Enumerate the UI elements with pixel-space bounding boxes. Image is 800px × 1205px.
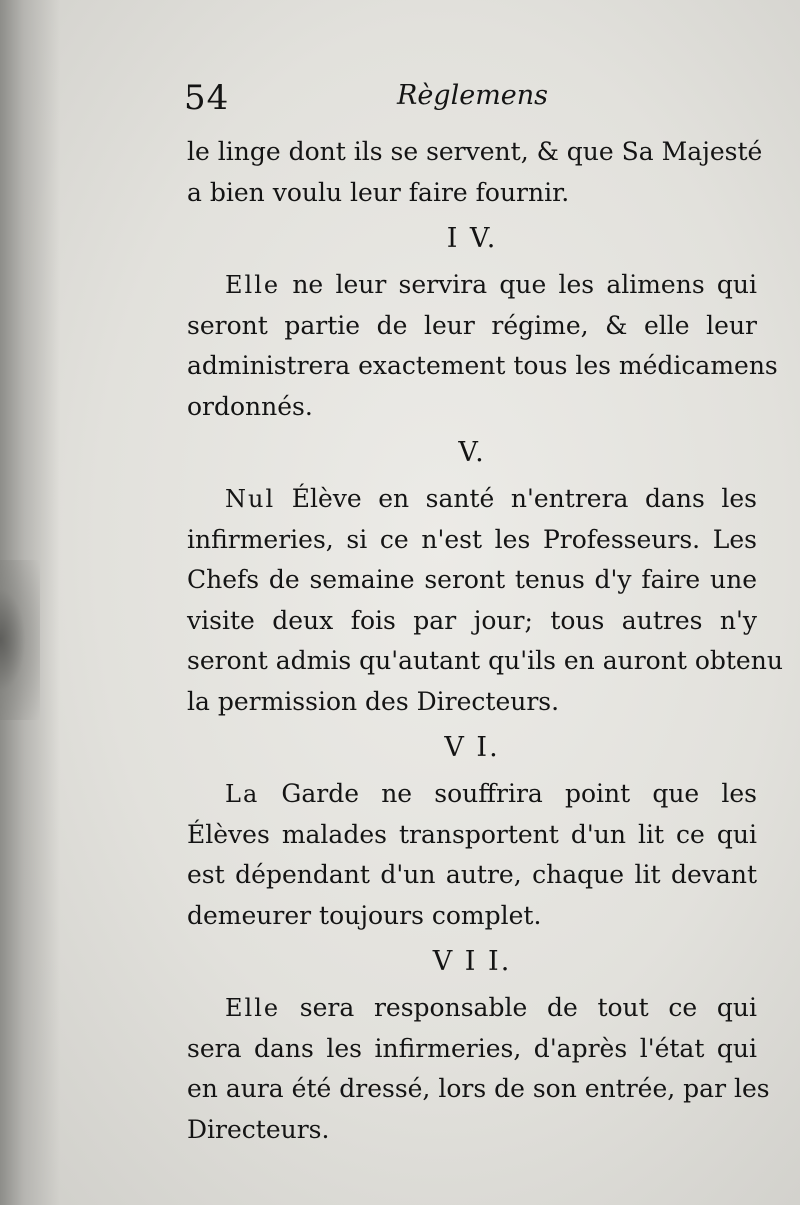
text-line: [187, 265, 757, 306]
text-line: [187, 988, 757, 1029]
text-line: Élèves malades transportent d'un lit ce qui: [187, 819, 757, 849]
article-heading-vii: V I I.: [432, 946, 512, 977]
paragraph-article-v: [187, 479, 783, 722]
text-line: ordonnés.: [187, 391, 313, 421]
page-smudge: [0, 560, 40, 720]
text-line-rest: Élève en santé n'entrera dans les: [291, 484, 757, 513]
page-header: [184, 70, 757, 132]
first-word: La: [225, 780, 260, 808]
text-line: visite deux fois par jour; tous autres n'y: [187, 605, 757, 635]
text-line: en aura été dressé, lors de son entrée, par les: [187, 1074, 770, 1103]
text-line: est dépendant d'un autre, chaque lit devant: [187, 860, 757, 889]
article-heading-v: V.: [458, 437, 486, 468]
text-line: [187, 479, 757, 520]
text-line: la permission des Directeurs.: [187, 686, 560, 716]
page-content: [184, 70, 783, 1150]
paragraph-article-vii: [187, 988, 770, 1150]
text-line: infirmeries, si ce n'est les Professeurs. Les: [187, 524, 757, 554]
article-heading-iv: I V.: [446, 223, 498, 254]
paragraph-continuation: [187, 132, 763, 213]
text-line: [187, 774, 757, 815]
page-number: 54: [184, 78, 230, 118]
text-line: demeurer toujours complet.: [187, 900, 542, 930]
first-word: Elle: [225, 271, 281, 299]
article-heading-vi: V I.: [444, 732, 500, 763]
paragraph-article-iv: [187, 265, 778, 427]
text-line: Directeurs.: [187, 1114, 330, 1144]
text-line: Chefs de semaine seront tenus d'y faire une: [187, 565, 757, 594]
text-line: administrera exactement tous les médicamens: [187, 351, 778, 380]
text-line: a bien voulu leur faire fournir.: [187, 177, 570, 207]
running-title: Règlemens: [397, 80, 549, 111]
text-line: seront admis qu'autant qu'ils en auront obtenu: [187, 646, 783, 675]
text-line-rest: ne leur servira que les alimens qui: [292, 270, 757, 299]
first-word: Nul: [225, 485, 276, 513]
text-line: seront partie de leur régime, & elle leur: [187, 310, 757, 340]
first-word: Elle: [225, 994, 281, 1022]
paragraph-article-vi: [187, 774, 757, 936]
text-line-rest: sera responsable de tout ce qui: [299, 993, 757, 1022]
text-line: le linge dont ils se servent, & que Sa Majesté: [187, 137, 763, 166]
text-line: sera dans les infirmeries, d'après l'état qui: [187, 1033, 757, 1063]
text-line-rest: Garde ne souffrira point que les: [281, 779, 757, 808]
